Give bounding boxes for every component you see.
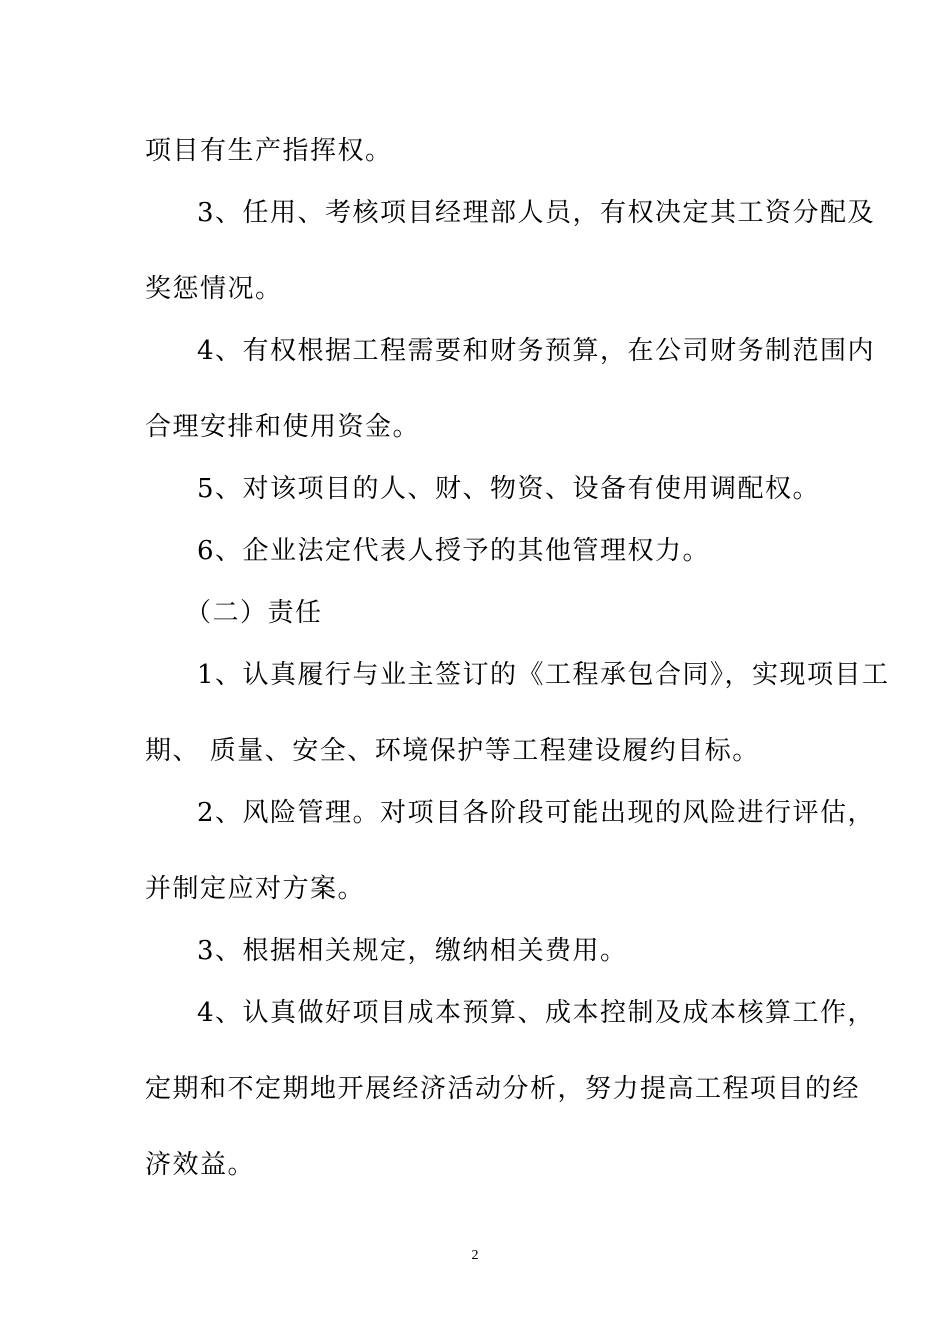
text-line-1: 项目有生产指挥权。 bbox=[145, 136, 393, 166]
text-line-10: 期、 质量、安全、环境保护等工程建设履约目标。 bbox=[145, 736, 760, 766]
text-line-11: 2、风险管理。对项目各阶段可能出现的风险进行评估， bbox=[197, 798, 876, 828]
text-line-5: 合理安排和使用资金。 bbox=[145, 412, 421, 442]
text-line-6: 5、对该项目的人、财、物资、设备有使用调配权。 bbox=[197, 474, 821, 504]
text-line-13: 3、根据相关规定，缴纳相关费用。 bbox=[197, 936, 628, 966]
text-line-14: 4、认真做好项目成本预算、成本控制及成本核算工作， bbox=[197, 998, 876, 1028]
text-line-4: 4、有权根据工程需要和财务预算，在公司财务制范围内 bbox=[197, 336, 876, 366]
text-line-16: 济效益。 bbox=[145, 1150, 256, 1180]
section-heading: （二）责任 bbox=[185, 598, 323, 628]
text-line-12: 并制定应对方案。 bbox=[145, 874, 366, 904]
text-line-9: 1、认真履行与业主签订的《工程承包合同》，实现项目工 bbox=[197, 660, 890, 690]
text-line-3: 奖惩情况。 bbox=[145, 274, 283, 304]
text-line-7: 6、企业法定代表人授予的其他管理权力。 bbox=[197, 536, 711, 566]
text-line-15: 定期和不定期地开展经济活动分析，努力提高工程项目的经 bbox=[145, 1074, 861, 1104]
page-number: 2 bbox=[471, 1248, 479, 1263]
text-line-2: 3、任用、考核项目经理部人员，有权决定其工资分配及 bbox=[197, 198, 876, 228]
